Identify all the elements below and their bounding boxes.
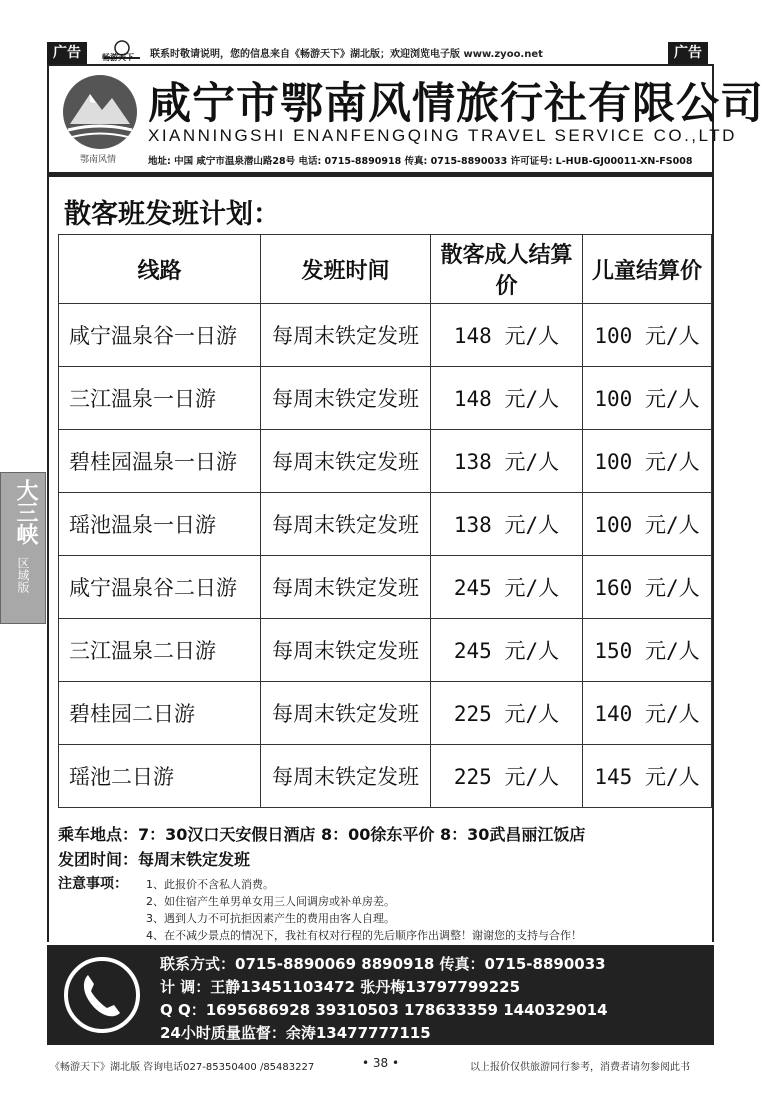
adult-price-cell: 138 元/人 [431, 493, 583, 556]
child-price-cell: 100 元/人 [583, 304, 712, 367]
adult-price-cell: 245 元/人 [431, 556, 583, 619]
route-cell: 瑶池温泉一日游 [59, 493, 261, 556]
brand-logo-text: 畅游天下 [102, 53, 134, 62]
time-cell: 每周末铁定发班 [261, 304, 431, 367]
route-cell: 三江温泉一日游 [59, 367, 261, 430]
ad-label-left: 广告 [47, 42, 87, 64]
phone-icon [62, 955, 142, 1035]
company-name-cn: 咸宁市鄂南风情旅行社有限公司 [148, 79, 764, 129]
footer-right: 以上报价仅供旅游同行参考，消费者请勿参阅此书 [470, 1062, 690, 1073]
time-cell: 每周末铁定发班 [261, 556, 431, 619]
time-cell: 每周末铁定发班 [261, 682, 431, 745]
route-cell: 碧桂园温泉一日游 [59, 430, 261, 493]
table-row [59, 745, 712, 808]
section-title: 散客班发班计划： [64, 199, 280, 230]
pickup-points: 乘车地点：7：30汉口天安假日酒店 8：00徐东平价 8：30武昌丽江饭店 [58, 825, 586, 844]
route-cell: 三江温泉二日游 [59, 619, 261, 682]
route-cell: 咸宁温泉谷一日游 [59, 304, 261, 367]
adult-price-cell: 245 元/人 [431, 619, 583, 682]
note-item: 4、在不减少景点的情况下，我社有权对行程的先后顺序作出调整！谢谢您的支持与合作！ [146, 929, 582, 942]
time-cell: 每周末铁定发班 [261, 745, 431, 808]
header-time: 发班时间 [261, 235, 431, 304]
adult-price-cell: 148 元/人 [431, 304, 583, 367]
child-price-cell: 145 元/人 [583, 745, 712, 808]
header-route: 线路 [59, 235, 261, 304]
brand-logo [100, 38, 144, 64]
child-price-cell: 140 元/人 [583, 682, 712, 745]
company-name-en: XIANNINGSHI ENANFENGQING TRAVEL SERVICE CO.,LTD [148, 126, 737, 145]
adult-price-cell: 225 元/人 [431, 745, 583, 808]
child-price-cell: 100 元/人 [583, 430, 712, 493]
company-address: 地址: 中国 咸宁市温泉潜山路28号 电话: 0715-8890918 传真: 0715-8890033 许可证号: L-HUB-GJ00011-XN-FS008 [148, 156, 693, 167]
departure-time: 发团时间：每周末铁定发班 [58, 850, 251, 869]
contact-planner: 计 调：王静13451103472 张丹梅13797799225 [160, 978, 521, 996]
table-row [59, 367, 712, 430]
table-row [59, 619, 712, 682]
adult-price-cell: 138 元/人 [431, 430, 583, 493]
time-cell: 每周末铁定发班 [261, 430, 431, 493]
logo-caption: 鄂南风情 [80, 155, 117, 165]
table-row [59, 556, 712, 619]
note-item: 3、遇到人力不可抗拒因素产生的费用由客人自理。 [146, 912, 395, 925]
adult-price-cell: 225 元/人 [431, 682, 583, 745]
header-adult-price: 散客成人结算价 [431, 235, 583, 304]
side-tab-title: 大三峡 [13, 479, 38, 545]
adult-price-cell: 148 元/人 [431, 367, 583, 430]
child-price-cell: 100 元/人 [583, 367, 712, 430]
child-price-cell: 100 元/人 [583, 493, 712, 556]
company-logo [60, 72, 140, 152]
child-price-cell: 160 元/人 [583, 556, 712, 619]
time-cell: 每周末铁定发班 [261, 619, 431, 682]
side-tab-subtitle: 区域版 [16, 557, 30, 593]
side-tab [0, 472, 46, 624]
header-child-price: 儿童结算价 [583, 235, 712, 304]
contact-qq: Q Q：1695686928 39310503 178633359 1440329014 [160, 1001, 608, 1019]
ad-label-right: 广告 [668, 42, 708, 64]
top-notice: 联系时敬请说明，您的信息来自《畅游天下》湖北版；欢迎浏览电子版 www.zyoo.net [150, 49, 543, 60]
route-cell: 碧桂园二日游 [59, 682, 261, 745]
schedule-table [58, 234, 712, 808]
time-cell: 每周末铁定发班 [261, 367, 431, 430]
note-item: 2、如住宿产生单男单女用三人间调房或补单房差。 [146, 895, 395, 908]
contact-phone-fax: 联系方式：0715-8890069 8890918 传真：0715-8890033 [160, 955, 606, 973]
footer-left: 《畅游天下》湖北版 咨询电话027-85350400 /85483227 [50, 1062, 315, 1073]
route-cell: 瑶池二日游 [59, 745, 261, 808]
note-item: 1、此报价不含私人消费。 [146, 878, 274, 891]
child-price-cell: 150 元/人 [583, 619, 712, 682]
table-row [59, 682, 712, 745]
route-cell: 咸宁温泉谷二日游 [59, 556, 261, 619]
time-cell: 每周末铁定发班 [261, 493, 431, 556]
table-row [59, 304, 712, 367]
page-number: • 38 • [362, 1056, 400, 1070]
table-header-row [59, 235, 712, 304]
notes-label: 注意事项： [58, 876, 128, 892]
contact-supervision: 24小时质量监督：余涛13477777115 [160, 1024, 431, 1042]
table-row [59, 493, 712, 556]
table-row [59, 430, 712, 493]
